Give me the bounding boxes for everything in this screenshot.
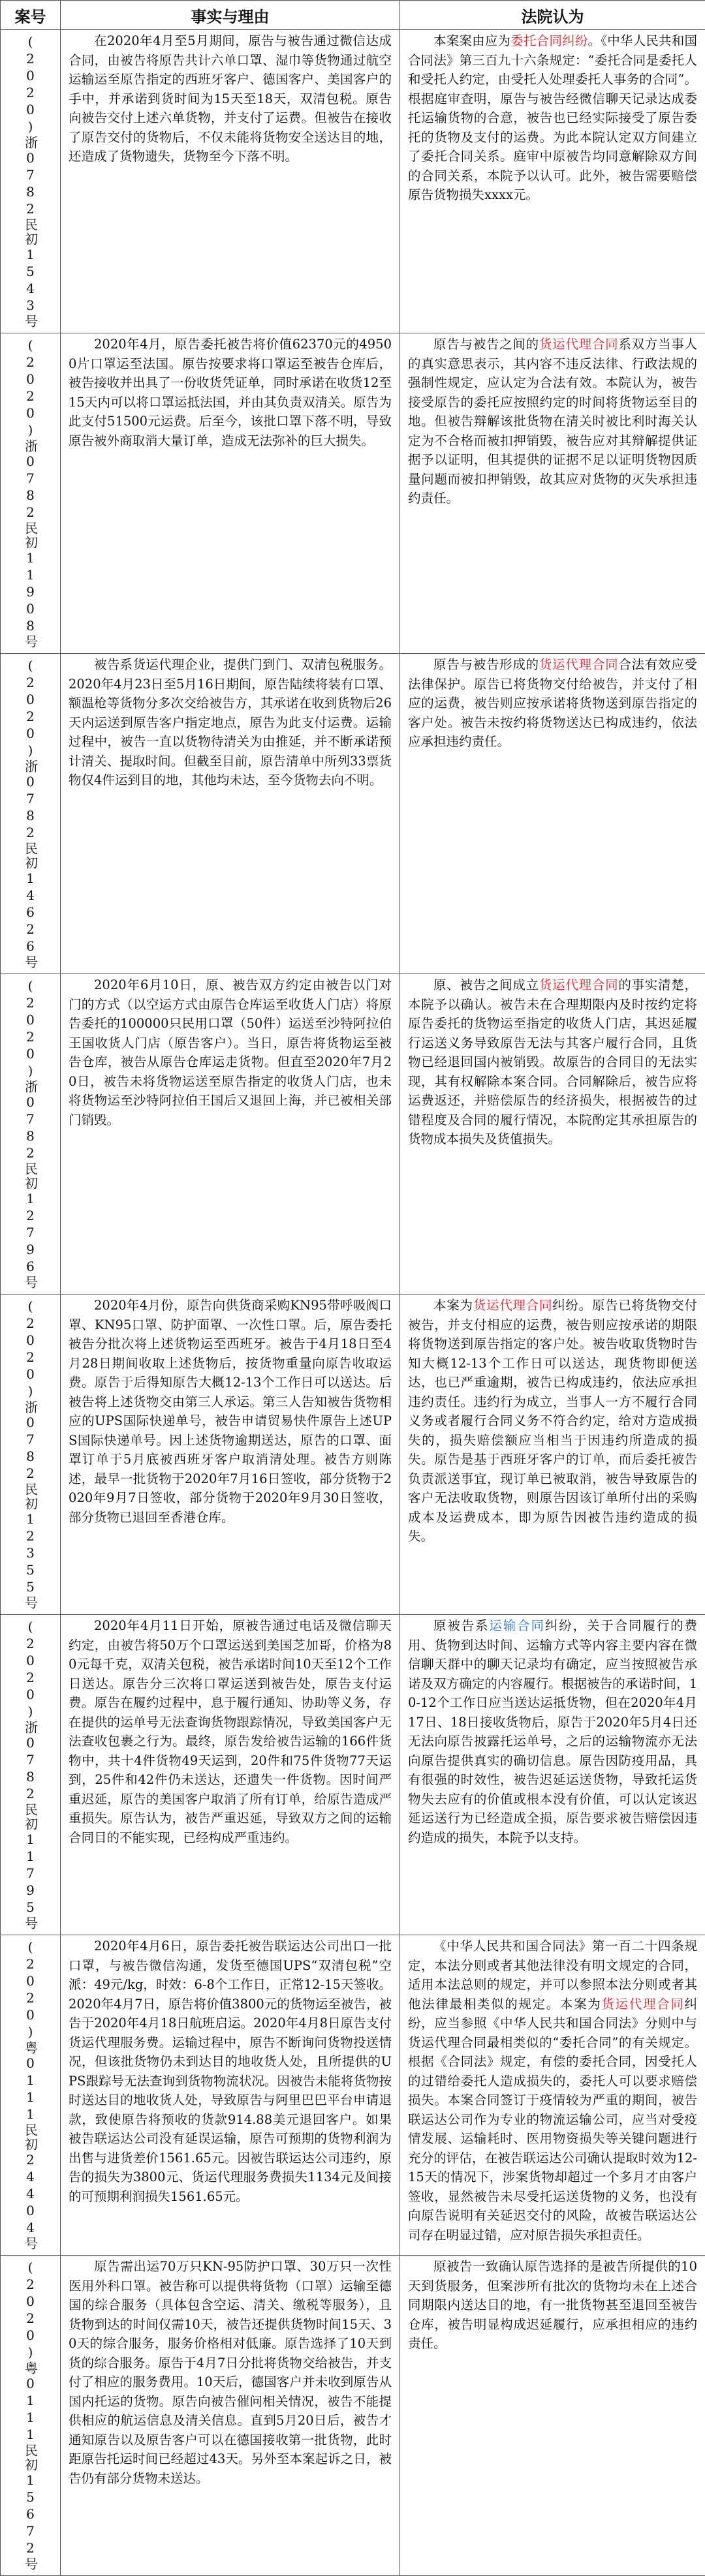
court-opinion-cell: [400, 1615, 705, 1935]
table-row: [1, 30, 705, 333]
case-number: (2020)浙0782民初1543号: [23, 34, 39, 329]
facts-cell: 2020年6月10日，原、被告双方约定由被告以门对门的方式（以空运方式由原告仓库运至收货人门店）将原告委托的100000只民用口罩（50件）运送至沙特阿拉伯王国收货人门店（原告客户）。当日，原告将货物运至被告仓库，被告从原告仓库运走货物。但直至2020年7月20日，被告未将货物运送至原告指定的收货人门店，也未将货物运至沙特阿拉伯王国后又退回上海，并已被相关部门销毁。: [61, 974, 400, 1295]
table-row: [1, 1615, 705, 1935]
court-text-after: 纠纷，应当参照《中华人民共和国合同法》分则中与货运代理合同最相类似的“委托合同”的有关规定。根据《合同法》规定，有偿的委托合同，因受托人的过错给委托人造成损失的，委托人可以要求赔偿损失。本案合同签订于疫情较为严重的期间，被告联运达公司作为专业的物流运输公司，应当对受疫情发展、运输耗时、医用物资损失等关键问题进行充分的评估，在被告联运达公司确认提取时效为12-15天的情况下，涉案货物却超过一个多月才由客户签收，显然被告未尽受托运送货物的义务，也没有向原告说明有关延迟交付的风险，故被告联运达公司存在明显过错，应对原告损失承担责任。: [408, 1997, 697, 2243]
case-number: (2020)浙0782民初12355号: [23, 1298, 39, 1610]
facts-cell: 原告需出运70万只KN-95防护口罩、30万只一次性医用外科口罩。被告称可以提供将货物（口罩）运输至德国的综合服务（具体包含空运、清关、缴税等服务），且货物到达的时间仅需10天，被告还提供货物时间15天、30天的综合服务，服务价格相对低廉。原告选择了10天到货的综合服务。原告于4月7日分批将货物交给被告，并支付了相应的服务费用。10天后，德国客户并未收到原告从国内托运的货物。原告向被告催问相关情况，被告不能提供相应的航运信息及清关信息。直到5月20日后，被告才通知原告以及原告客户可以在德国接收第一批货物，此时距原告托运时间已经超过43天。另外至本案起诉之日，被告仍有部分货物未送达。: [61, 2256, 400, 2576]
court-opinion-cell: [400, 30, 705, 333]
case-number-cell: [1, 30, 61, 333]
contract-type-highlight: 运输合同: [489, 1618, 544, 1633]
facts-cell: 被告系货运代理企业，提供门到门、双清包税服务。2020年4月23日至5月16日期间，原告陆续将装有口罩、额温枪等货物分多次交给被告方，其承诺在收到货物后26天内运送到原告客户指定地点，原告为此支付运费。运输过程中，被告一直以货物待清关为由推延，并不断承诺预计清关、提取时间。但截至目前，原告清单中所列33票货物仅4件运到目的地，其他均未达，至今货物去向不明。: [61, 654, 400, 974]
court-text-before: 本案为: [433, 1298, 473, 1313]
case-number-cell: [1, 654, 61, 974]
case-number: (2020)浙0782民初11795号: [23, 1619, 39, 1931]
header-facts: 事实与理由: [61, 1, 400, 30]
court-opinion-cell: [400, 974, 705, 1295]
case-number: (2020)浙0782民初14626号: [23, 658, 39, 970]
court-text-before: 原告与被告之间的: [433, 337, 539, 352]
case-number-cell: [1, 1615, 61, 1935]
facts-cell: 在2020年4月至5月期间，原告与被告通过微信达成合同，由被告将原告共计六单口罩、湿巾等货物通过航空运输运至原告指定的西班牙客户、德国客户、美国客户的手中，并承诺到货时间为15天至18天，双清包税。原告向被告交付上述六单货物，并支付了运费。但被告在接收了原告交付的货物后，不仅未能将货物安全送达目的地，还造成了货物遗失，货物至今下落不明。: [61, 30, 400, 333]
court-text-before: 原被告一致确认原告选择的是被告所提供的10天到货服务，但案涉所有批次的货物均未在上述合同期限内送达目的地，有一批货物甚至退回至被告仓库，被告明显构成迟延履行，应承担相应的违约责任。: [408, 2259, 697, 2351]
contract-type-highlight: 货运代理合同: [539, 657, 618, 672]
court-text-before: 原告与被告形成的: [433, 657, 539, 672]
case-number-cell: [1, 1935, 61, 2256]
facts-cell: 2020年4月，原告委托被告将价值62370元的49500片口罩运至法国。原告按要求将口罩运至被告仓库后，被告接收并出具了一份收货凭证单，同时承诺在收货12至15天内可以将口罩运抵法国，并由其负责双清关。原告为此支付51500元运费。后至今，该批口罩下落不明，导致原告被外商取消大量订单，造成无法弥补的巨大损失。: [61, 333, 400, 654]
case-number-cell: [1, 1295, 61, 1615]
court-opinion-cell: [400, 1295, 705, 1615]
court-text-after: 合法有效应受法律保护。原告已将货物交付给被告，并支付了相应的运费，被告则应按承诺将货物送到原告指定的客户处。被告未按约将货物送达已构成违约，依法应承担违约责任。: [408, 657, 697, 749]
table-row: [1, 333, 705, 654]
case-number-cell: [1, 974, 61, 1295]
facts-cell: 2020年4月6日，原告委托被告联运达公司出口一批口罩，与被告微信沟通，发货至德国UPS“双清包税”空派：49元/kg，时效：6-8个工作日，正常12-15天签收。2020年4月7日，原告将价值3800元的货物运至被告，被告于2020年4月18日航班启运。2020年4月8日原告支付货运代理服务费。运输过程中，原告不断询问货物投送情况，但该批货物仍未到达目的地收货人处，且所提供的UPS跟踪号无法查询到货物物流状况。因被告未能将货物按时送达目的地收货人处，导致原告与阿里巴巴平台申请退款，致使原告将预收的货款914.88美元退回客户。如果被告联运达公司没有延误运输，原告可预期的货物利润为出售与进货差价1561.65元。因被告联运达公司违约，原告的损失为3800元、货运代理服务费损失1134元及间接的可预期利润损失1561.65元。: [61, 1935, 400, 2256]
contract-type-highlight: 货运代理合同: [601, 1997, 684, 2012]
court-text-before: 本案案由应为: [433, 33, 510, 48]
case-number: (2020)粤0111民初15672号: [23, 2260, 39, 2571]
table-row: [1, 1295, 705, 1615]
court-text-after: 纠纷。原告已将货物交付被告，并支付相应的运费，被告则应按承诺的期限将货物送到原告指定的客户处。被告收取货物时告知大概12-13个工作日可以送达，现货物即便送达，也已严重逾期，被告已构成违约，依法应承担违约责任。违约行为成立，当事人一方不履行合同义务或者履行合同义务不符合约定，给对方造成损失的，损失赔偿额应当相当于因违约所造成的损失。原告是基于西班牙客户的订单，而后委托被告负责派送事宜，现订单已被取消，被告导致原告的客户无法收取货物，则原告因该订单所付出的采购成本及运费成本，即为原告因被告违约造成的损失。: [408, 1298, 697, 1544]
case-number-cell: [1, 333, 61, 654]
table-row: [1, 1935, 705, 2256]
contract-type-highlight: 委托合同纠纷: [510, 33, 588, 48]
header-court-opinion: 法院认为: [400, 1, 705, 30]
table-row: [1, 654, 705, 974]
case-number: (2020)浙0782民初12796号: [23, 978, 39, 1290]
court-text-after: 的事实清楚，本院予以确认。被告未在合理期限内及时按约定将原告委托的货物运至指定的收货人门店，其迟延履行运送义务导致原告无法与其客户履行合同，且货物已经退回国内被销毁。故原告的合同目的无法实现，其有权解除本案合同。合同解除后，被告应将运费返还，并赔偿原告的经济损失，根据被告的过错程度及合同的履行情况，本院酌定其承担原告的货物成本损失及货值损失。: [408, 977, 697, 1146]
facts-cell: 2020年4月份，原告向供货商采购KN95带呼吸阀口罩、KN95口罩、防护面罩、一次性口罩。后，原告委托被告分批次将上述货物运至西班牙。被告于4月18日至4月28日期间收取上述货物后，按货物重量向原告收取运费。原告于后得知原告大概12-13个工作日可以送达。后被告将上述货物交由第三人承运。第三人告知被告货物相应的UPS国际快递单号，被告申请贸易快件原告上述UPS国际快递单号。因上述货物逾期送达，原告的口罩、面罩订单于5月底被西班牙客户取消清处理。被告方则陈述，最早一批货物于2020年7月16日签收，部分货物于2020年9月7日签收，部分货物于2020年9月30日签收，部分货物已退回至香港仓库。: [61, 1295, 400, 1615]
header-case-no: 案号: [1, 1, 61, 30]
court-opinion-cell: [400, 2256, 705, 2576]
court-text-before: 《中华人民共和国合同法》第一百二十四条规定，本法分则或者其他法律没有明文规定的合同，适用本法总则的规定，并可以参照本法分则或者其他法律最相类似的规定。本案为: [408, 1939, 697, 2012]
court-opinion-cell: [400, 333, 705, 654]
table-row: [1, 2256, 705, 2576]
court-text-before: 原、被告之间成立: [433, 977, 539, 992]
contract-type-highlight: 货运代理合同: [539, 337, 618, 352]
case-number-cell: [1, 2256, 61, 2576]
table-row: [1, 974, 705, 1295]
header-row: [1, 1, 705, 30]
court-text-after: 纠纷，关于合同履行的费用、货物到达时间、运输方式等内容主要内容在微信聊天群中的聊天记录均有确定，应当按照被告承诺及双方确定的内容履行。根据被告的承诺时间，10-12个工作日应当送达运抵货物，但在2020年4月17日、18日接收货物后，原告于2020年5月4日还无法向原告披露托运单号，之后的运输物流亦无法向原告提供真实的确切信息。原告因防疫用品，具有很强的时效性，被告迟延运送货物，导致托运货物失去应有的价值或根本没有价值，可以认定该迟延运送行为已经造成全损，原告要求被告赔偿因违约造成的损失，本院予以支持。: [408, 1618, 697, 1845]
case-number: (2020)浙0782民初11908号: [23, 337, 39, 649]
contract-type-highlight: 货运代理合同: [473, 1298, 552, 1313]
contract-type-highlight: 货运代理合同: [539, 977, 618, 992]
facts-cell: 2020年4月11日开始，原被告通过电话及微信聊天约定，由被告将50万个口罩运送到美国芝加哥，价格为80元每千克，双清关包税，被告承诺时间10天至12个工作日送达。原告分三次将口罩运送到被告处，原告支付运费。原告在履约过程中，息于履行通知、协助等义务，存在提供的运单号无法查询货物跟踪情况，导致美国客户无法查收包裹之行为。最终，原告发给被告运输的166件货物中，共十4件货物49天运到，20件和75件货物77天运到，25件和42件仍未送达，还遗失一件货物。因时间严重迟延，原告的美国客户取消了所有订单，给原告造成严重损失。原告认为，被告严重迟延，导致双方之间的运输合同目的不能实现，已经构成严重违约。: [61, 1615, 400, 1935]
court-opinion-cell: [400, 1935, 705, 2256]
court-opinion-cell: [400, 654, 705, 974]
case-number: (2020)粤0111民初24404号: [23, 1939, 39, 2251]
court-text-before: 原被告系: [433, 1618, 489, 1633]
court-text-after: 系双方当事人的真实意思表示，其内容不违反法律、行政法规的强制性规定，应认定为合法有效。本院认为，被告接受原告的委托应按照约定的时间将货物运至目的地。但被告辩解该批货物在清关时被比利时海关认定为不合格而被扣押销毁，被告应对其辩解提供证据予以证明，但其提供的证据不足以证明货物因质量问题而被扣押销毁，故其应对货物的灭失承担违约责任。: [408, 337, 697, 506]
court-text-after: 。《中华人民共和国合同法》第三百九十六条规定：“委托合同是委托人和受托人约定，由受托人处理委托人事务的合同”。根据庭审查明，原告与被告经微信聊天记录达成委托运输货物的合意，被告也已经实际接受了原告委托的货物及支付的运费。为此本院认定双方间建立了委托合同关系。庭审中原被告均同意解除双方间的合同关系，本院予以认可。此外，被告需要赔偿原告货物损失xxxx元。: [408, 33, 697, 202]
